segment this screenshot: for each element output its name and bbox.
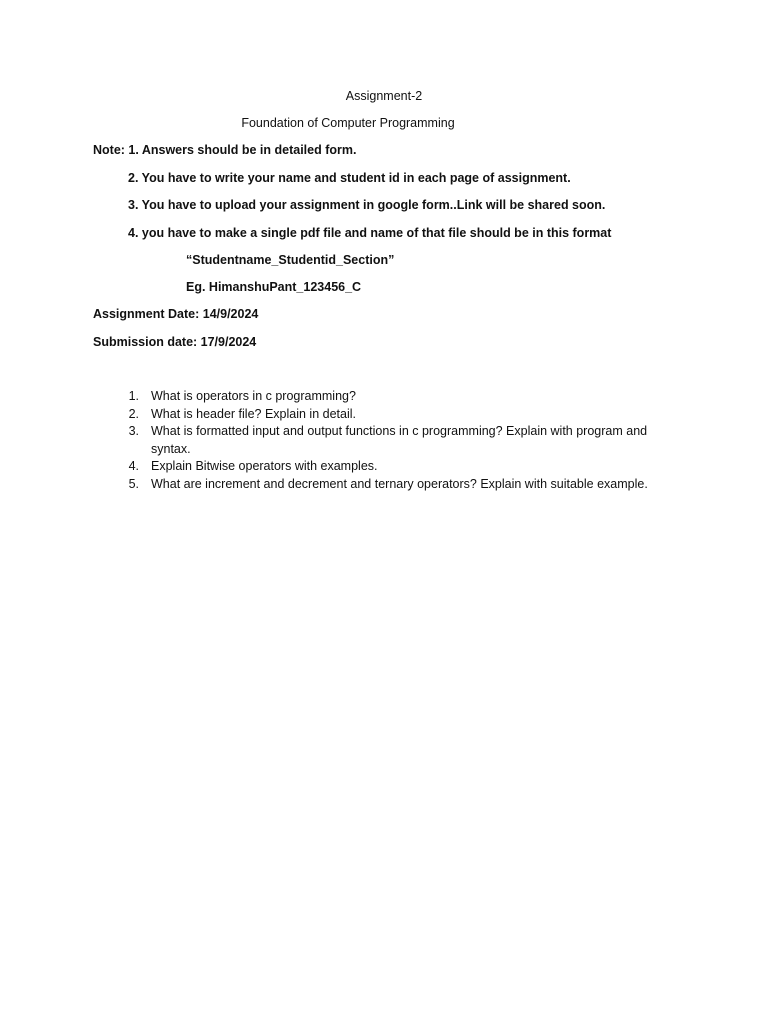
assignment-date: Assignment Date: 14/9/2024	[93, 307, 259, 321]
question-number: 5.	[128, 476, 139, 491]
question-text: Explain Bitwise operators with examples.	[151, 459, 378, 473]
question-text: What are increment and decrement and ternary operators? Explain with suitable example.	[151, 476, 648, 491]
question-text: What is formatted input and output functions in c programming? Explain with program and syntax.	[151, 424, 648, 456]
question-number: 3.	[128, 424, 139, 438]
question-number: 1.	[128, 389, 139, 403]
question-item	[112, 423, 672, 458]
submission-date: Submission date: 17/9/2024	[93, 335, 257, 349]
subject-title: Foundation of Computer Programming	[241, 116, 455, 130]
note-4: 4. you have to make a single pdf file and name of that file should be in this format	[128, 226, 612, 240]
filename-format: “Studentname_Studentid_Section”	[186, 253, 395, 267]
question-item	[112, 406, 672, 424]
note-2: 2. You have to write your name and student id in each page of assignment.	[128, 171, 571, 185]
question-number: 2.	[128, 406, 139, 421]
question-text: What is operators in c programming?	[151, 389, 356, 403]
note-3: 3. You have to upload your assignment in google form..Link will be shared soon.	[128, 198, 606, 212]
question-item	[112, 476, 672, 494]
question-list	[112, 388, 672, 493]
assignment-title: Assignment-2	[345, 89, 423, 103]
question-text: What is header file? Explain in detail.	[151, 406, 356, 421]
note-1: Note: 1. Answers should be in detailed form.	[93, 143, 357, 157]
question-number: 4.	[128, 459, 139, 473]
filename-example: Eg. HimanshuPant_123456_C	[186, 280, 362, 294]
question-item	[112, 388, 672, 406]
question-item	[112, 458, 672, 476]
